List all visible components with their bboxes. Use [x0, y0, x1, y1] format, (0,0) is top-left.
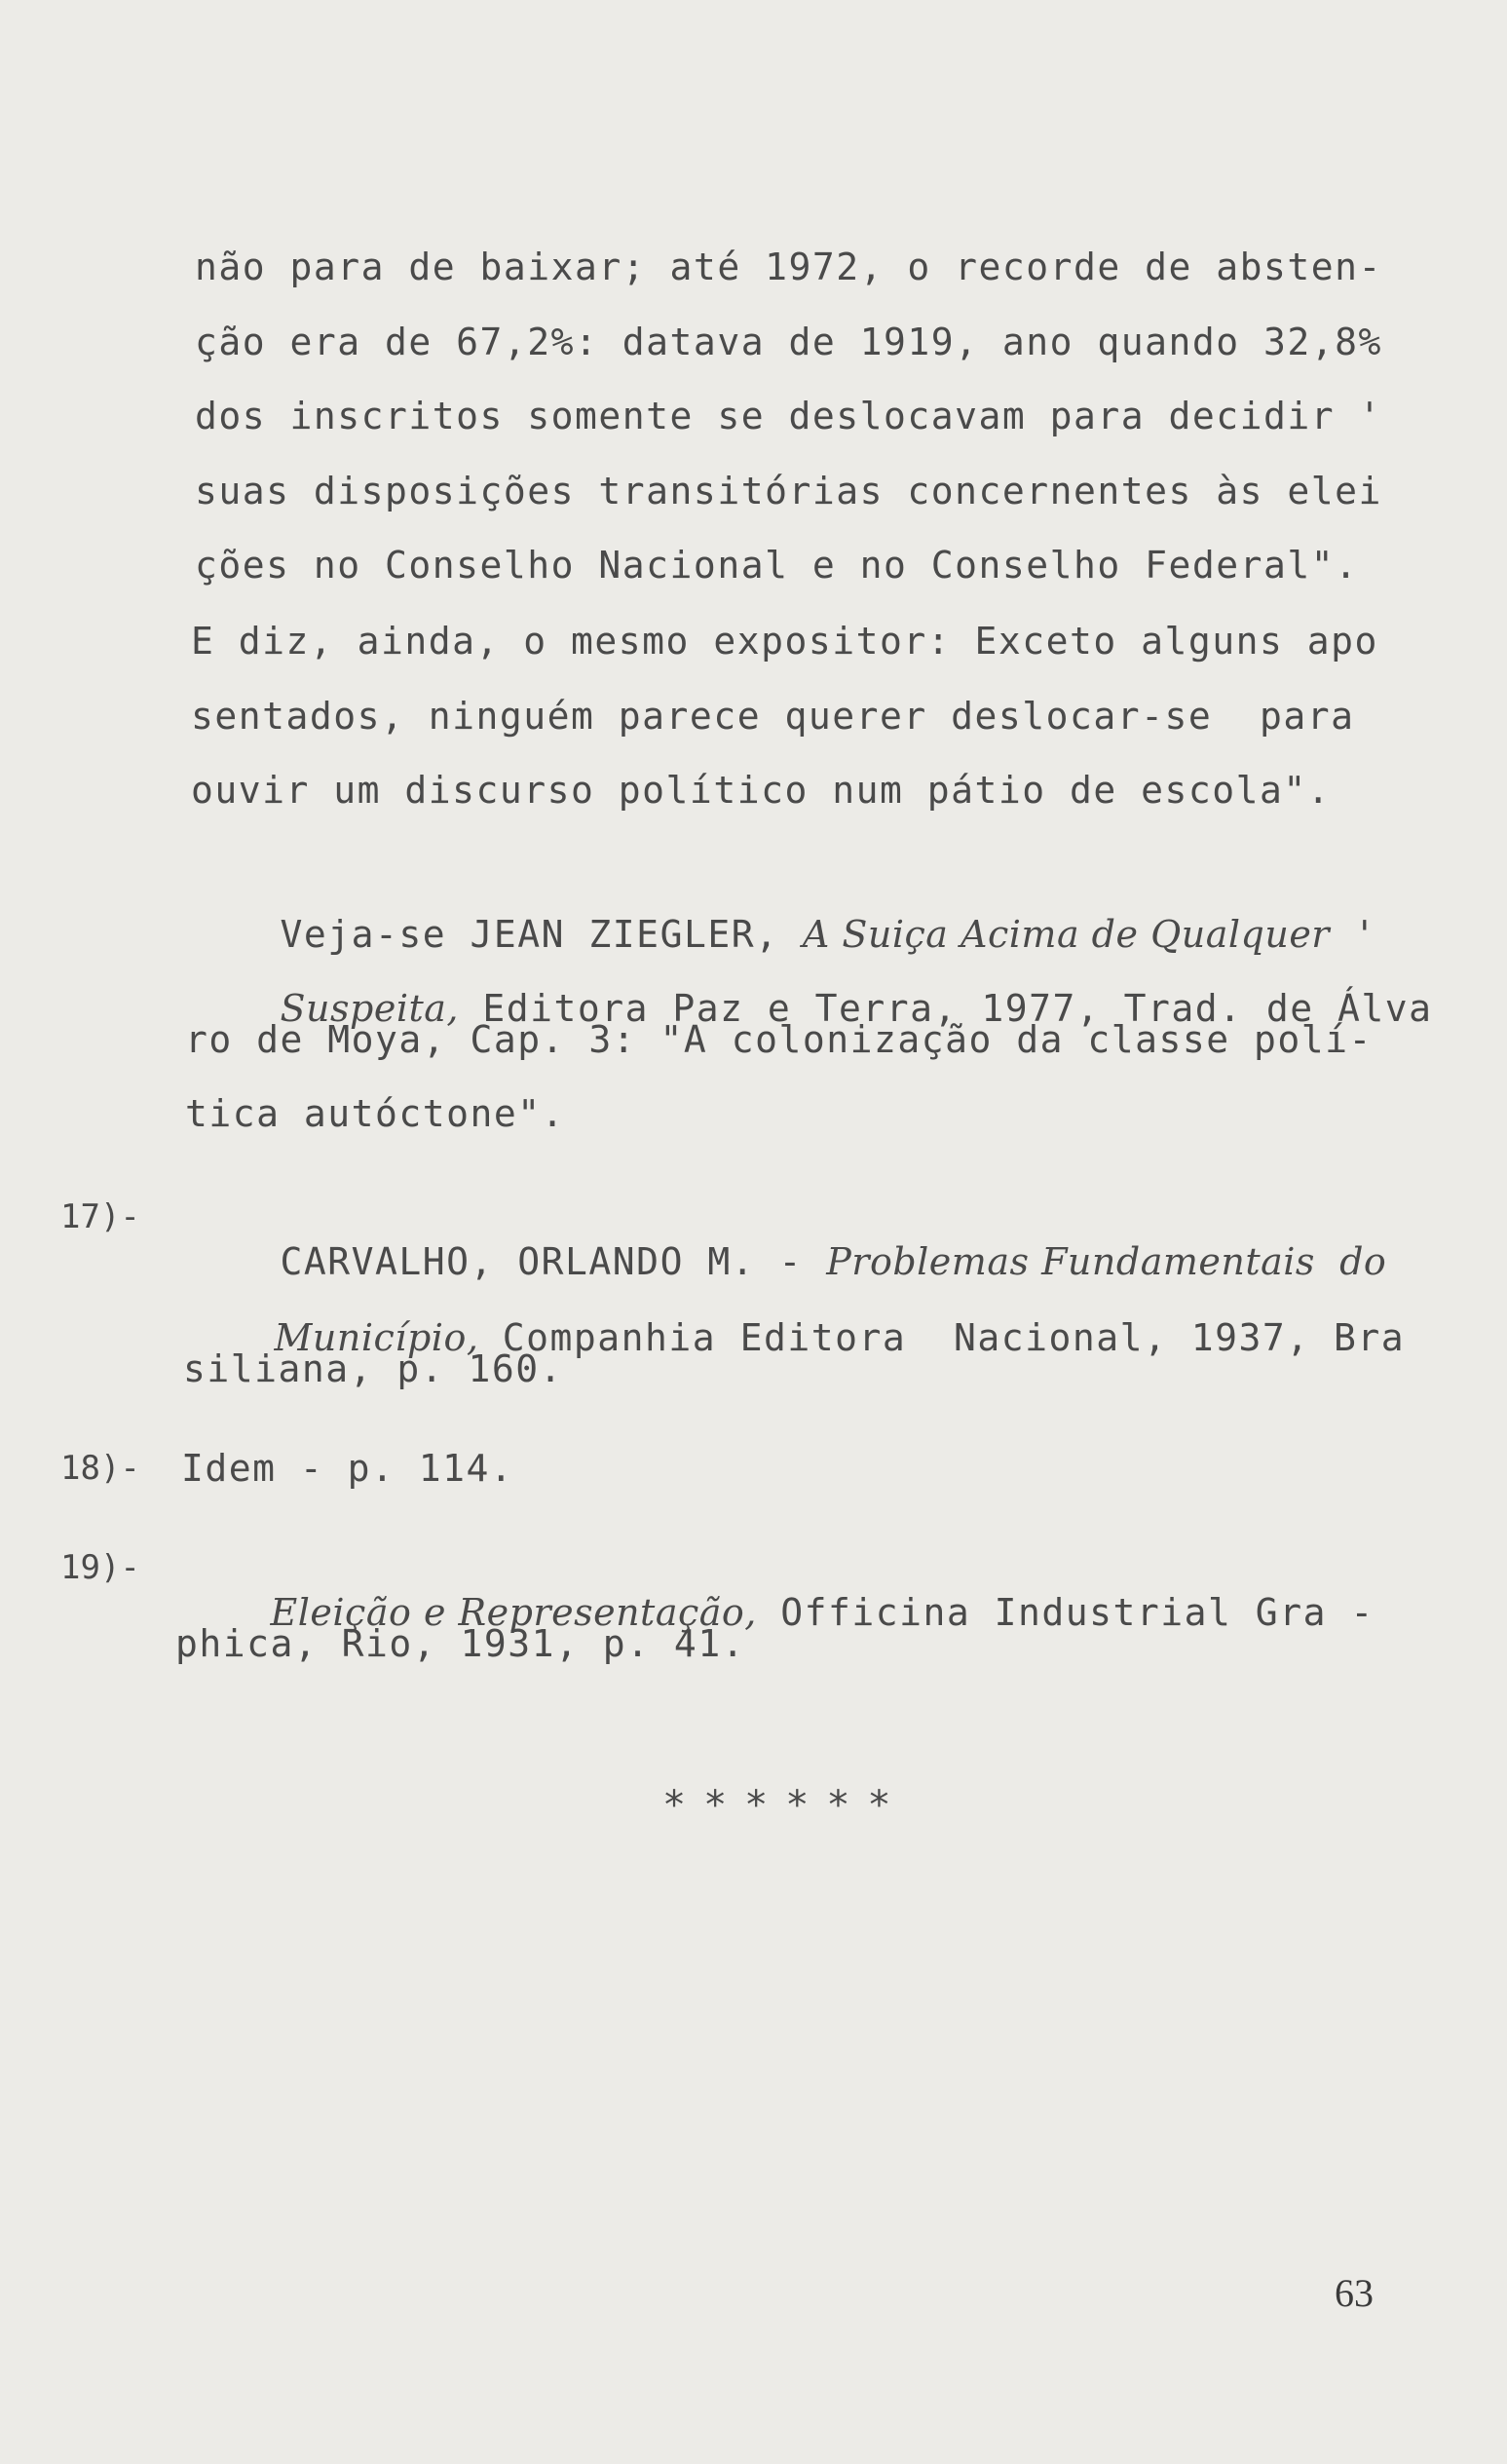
note-19-title: Eleição e Representação, — [270, 1591, 757, 1634]
note-17-publisher: Companhia Editora Nacional, 1937, Bra — [478, 1316, 1406, 1359]
ziegler-book-title-cont: Suspeita, — [280, 987, 459, 1030]
note-17-line-3: siliana, p. 160. — [183, 1347, 564, 1390]
separator-asterisks: ****** — [662, 1783, 909, 1828]
text-line-3: dos inscritos somente se deslocavam para decidir ' — [195, 395, 1382, 437]
ziegler-line-3: ro de Moya, Cap. 3: "A colonização da classe polí- — [185, 1018, 1373, 1061]
note-17-title-cont: Município, — [274, 1316, 479, 1359]
note-17-number: 17)- — [60, 1197, 140, 1236]
page-number: 63 — [1335, 2271, 1374, 2315]
text-line-4: suas disposições transitórias concernentes às elei — [195, 470, 1382, 512]
note-18-number: 18)- — [60, 1449, 140, 1488]
text-line-2: ção era de 67,2%: datava de 1919, ano quando 32,8% — [195, 321, 1382, 363]
note-18-line-1: Idem - p. 114. — [181, 1447, 514, 1490]
note-19-line-2: phica, Rio, 1931, p. 41. — [175, 1622, 746, 1665]
text-line-1: não para de baixar; até 1972, o recorde de absten- — [195, 246, 1382, 288]
ziegler-mark: ' — [1329, 913, 1377, 956]
note-17-author: CARVALHO, ORLANDO M. - — [280, 1240, 827, 1283]
ziegler-prefix: Veja-se JEAN ZIEGLER, — [280, 913, 803, 956]
text-line-6: E diz, ainda, o mesmo expositor: Exceto alguns apo — [191, 620, 1378, 663]
text-line-7: sentados, ninguém parece querer deslocar-se para — [191, 695, 1355, 738]
note-19-publisher: Officina Industrial Gra - — [756, 1591, 1375, 1634]
note-17-title: Problemas Fundamentais do — [826, 1240, 1387, 1283]
ziegler-publisher: Editora Paz e Terra, 1977, Trad. de Álva — [459, 987, 1433, 1030]
note-19-number: 19)- — [60, 1548, 140, 1587]
ziegler-book-title: A Suiça Acima de Qualquer — [802, 913, 1330, 956]
text-line-8: ouvir um discurso político num pátio de escola". — [191, 769, 1332, 812]
text-line-5: ções no Conselho Nacional e no Conselho Federal". — [195, 544, 1359, 587]
ziegler-line-4: tica autóctone". — [185, 1092, 566, 1135]
